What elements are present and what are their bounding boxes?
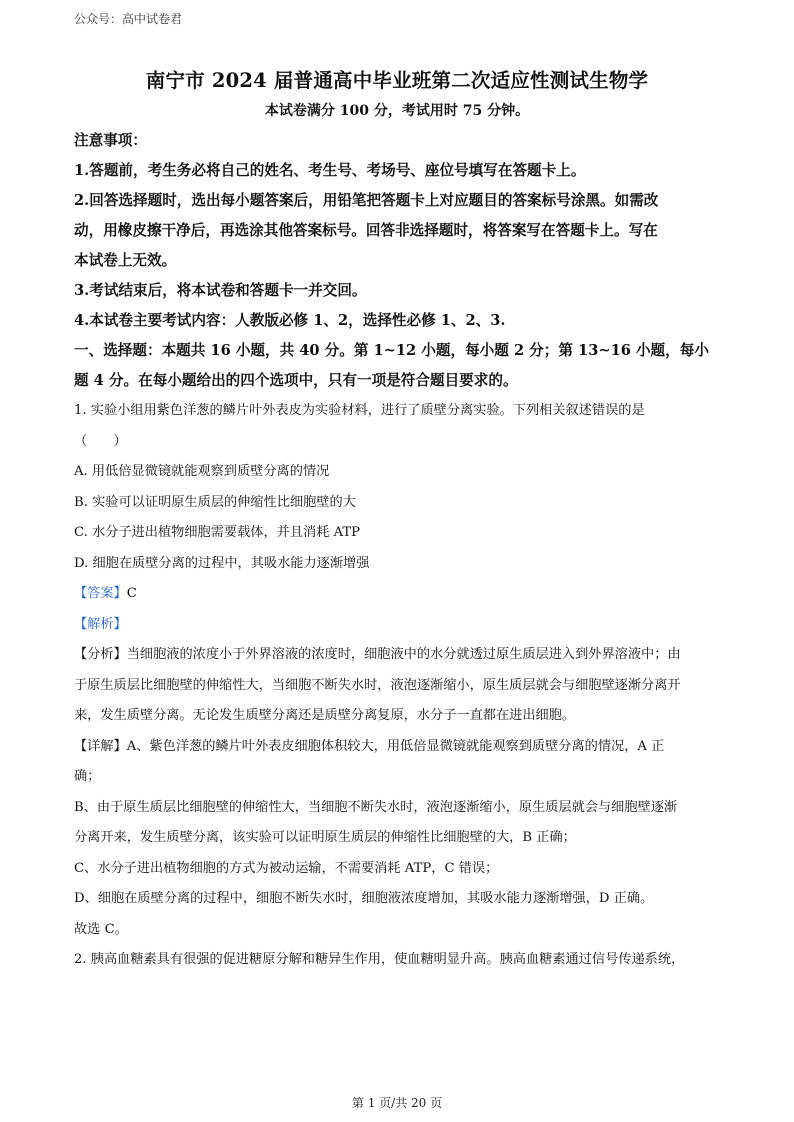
question-2-stem: 2. 胰高血糖素具有很强的促进糖原分解和糖异生作用，使血糖明显升高。胰高血糖素通过信号传递系统， [74, 952, 685, 967]
header-note: 公众号：高中试卷君 [74, 12, 183, 26]
notice-item: 本试卷上无效。 [74, 252, 177, 269]
answer-value: C [126, 586, 137, 601]
conclusion: 故选 C。 [74, 921, 128, 937]
xiangjie-line [74, 732, 720, 763]
page-content [74, 66, 720, 976]
analysis-tag: 【解析】 [74, 616, 127, 632]
notice-item: 3.考试结束后，将本试卷和答题卡一并交回。 [74, 282, 367, 299]
option-a: A. 用低倍显微镜就能观察到质壁分离的情况 [74, 464, 330, 479]
xiangjie-text: 确； [74, 769, 101, 784]
fenxi-text: 当细胞液的浓度小于外界溶液的浓度时，细胞液中的水分就透过原生质层进入到外界溶液中；由 [126, 647, 681, 662]
notice-item: 2.回答选择题时，选出每小题答案后，用铅笔把答题卡上对应题目的答案标号涂黑。如需改 [74, 192, 659, 209]
analysis-line [74, 610, 720, 641]
question-1-stem: 1. 实验小组用紫色洋葱的鳞片叶外表皮为实验材料，进行了质壁分离实验。下列相关叙述错误的是 [74, 403, 645, 418]
section-heading: 一、选择题：本题共 16 小题，共 40 分。第 1~12 小题，每小题 2 分；第 13~16 小题，每小 [74, 342, 709, 359]
answer-line [74, 579, 720, 610]
xiangjie-tag: 【详解】 [74, 738, 127, 754]
page-title: 南宁市 2024 届普通高中毕业班第二次适应性测试生物学 [145, 69, 649, 92]
fenxi-line [74, 640, 720, 671]
xiangjie-text: B、由于原生质层比细胞壁的伸缩性大，当细胞不断失水时，液泡逐渐缩小，原生质层就会与细胞壁逐渐 [74, 799, 678, 815]
xiangjie-text: 分离开来，发生质壁分离，该实验可以证明原生质层的伸缩性比细胞壁的大，B 正确； [74, 830, 576, 845]
exam-subtitle: 本试卷满分 100 分，考试用时 75 分钟。 [264, 103, 530, 119]
xiangjie-text: A、紫色洋葱的鳞片叶外表皮细胞体积较大，用低倍显微镜就能观察到质壁分离的情况，A 正 [126, 738, 665, 754]
xiangjie-text: D、细胞在质壁分离的过程中，细胞不断失水时，细胞液浓度增加，其吸水能力逐渐增强，D 正确。 [74, 891, 654, 906]
option-d: D. 细胞在质壁分离的过程中，其吸水能力逐渐增强 [74, 555, 370, 571]
notice-item: 动，用橡皮擦干净后，再选涂其他答案标号。回答非选择题时，将答案写在答题卡上。写在 [74, 222, 658, 239]
notice-item: 1.答题前，考生务必将自己的姓名、考生号、考场号、座位号填写在答题卡上。 [74, 162, 586, 179]
option-b: B. 实验可以证明原生质层的伸缩性比细胞壁的大 [74, 494, 356, 510]
notice-item: 4.本试卷主要考试内容：人教版必修 1、2，选择性必修 1、2、3. [74, 312, 506, 329]
section-heading-cont: 题 4 分。在每小题给出的四个选项中，只有一项是符合题目要求的。 [74, 372, 518, 389]
answer-tag: 【答案】 [74, 586, 127, 601]
answer-bracket: （ ） [74, 433, 127, 449]
page-number: 第 1 页/共 20 页 [351, 1096, 443, 1110]
option-c: C. 水分子进出植物细胞需要载体，并且消耗 ATP [74, 525, 361, 540]
notice-heading: 注意事项： [74, 132, 147, 149]
xiangjie-text: C、水分子进出植物细胞的方式为被动运输，不需要消耗 ATP，C 错误； [74, 860, 499, 876]
fenxi-tag: 【分析】 [74, 647, 127, 662]
fenxi-text: 于原生质层比细胞壁的伸缩性大，当细胞不断失水时，液泡逐渐缩小，原生质层就会与细胞壁逐渐分离开 [74, 677, 681, 693]
fenxi-text: 来，发生质壁分离。无论发生质壁分离还是质壁分离复原，水分子一直都在进出细胞。 [74, 708, 576, 723]
